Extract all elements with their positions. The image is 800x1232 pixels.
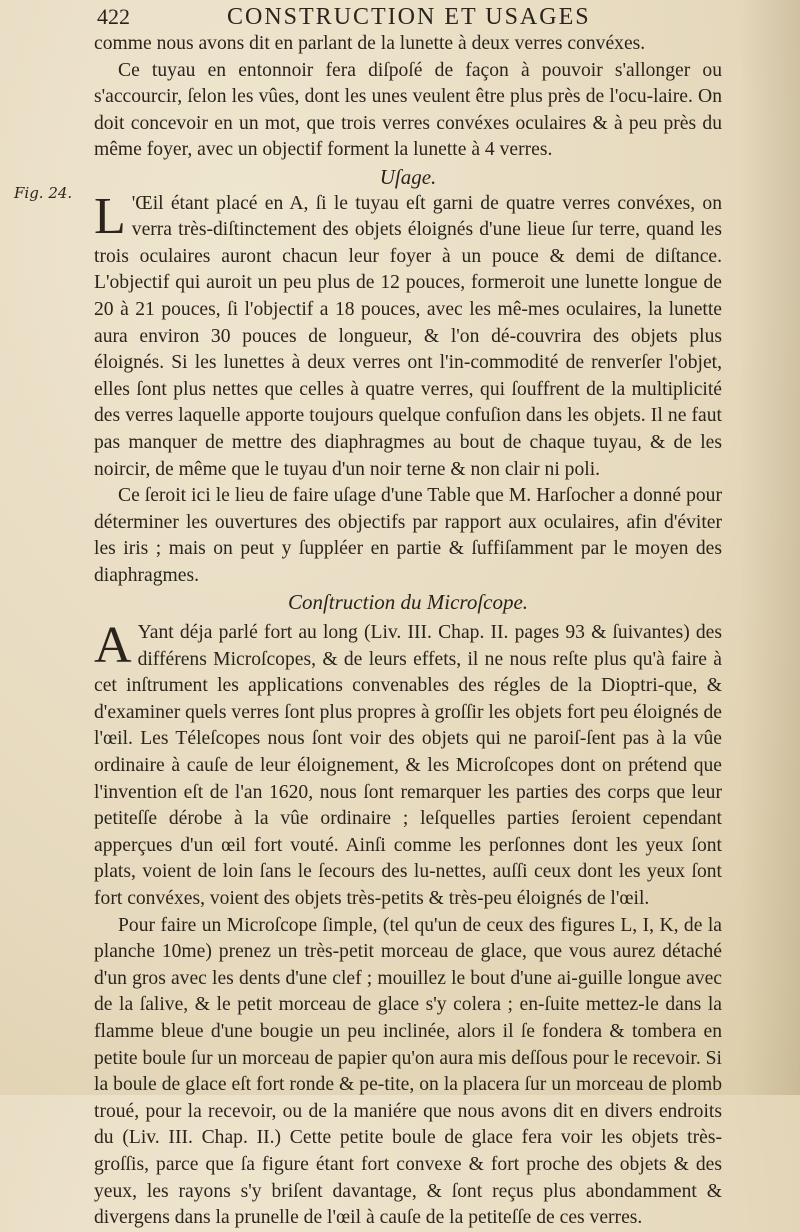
paragraph-usage xyxy=(94,187,722,484)
paragraph: comme nous avons dit en parlant de la lunette à deux verres convéxes. xyxy=(94,33,646,54)
page-edge-shadow xyxy=(740,0,800,1095)
figure-margin-note: Fig. 24. xyxy=(14,184,73,202)
paragraph: Ce ſeroit ici le lieu de faire uſage d'une Table que M. Harſocher a donné pour déterminer les ouvertures des objectifs par rapport aux oculaires, afin d'éviter les iris ; mais on peut y ſuppléer en partie & ſuffiſamment par le moyen des diaphragmes. xyxy=(94,485,722,586)
paragraph-text: Yant déja parlé fort au long (Liv. III. Chap. II. pages 93 & ſuivantes) des différens Microſcopes, & de leurs effets, il ne nous reſte plus qu'à faire à cet inſtrument les applications convenables des régles de la Dioptri-que, & d'examiner quels verres ſont plus propres à groſſir les objets fort peu éloignés de l'œil. Les Téleſcopes nous ſont voir des objets qui ne paroiſ-ſent pas à la vûe ordinaire à cauſe de leur éloignement, & les Microſcopes dont on prétend que l'invention eſt de l'an 1620, nous ſont remarquer les parties des corps que leur petiteſſe dérobe à la vûe ordinaire ; leſquelles parties ſeroient cependant apperçues d'un œil fort vouté. Ainſi comme les perſonnes dont les yeux ſont plats, voient de loin ſans le ſecours des lu-nettes, auſſi ceux dont les yeux ſont fort convéxes, voient des objets très-petits & très-peu éloignés de l'œil. xyxy=(94,622,722,909)
drop-cap: L xyxy=(94,187,126,245)
paragraph: Pour faire un Microſcope ſimple, (tel qu'un de ceux des figures L, I, K, de la planche 10me) prenez un très-petit morceau de glace, que vous aurez détaché d'un gros avec les dents d'une clef ; mouillez le bout d'une ai-guille longue avec de la ſalive, & le petit morceau de glace s'y colera ; en-ſuite mettez-le dans la flamme bleue d'une bougie un peu inclinée, alors il ſe fondera & tombera en petite boule ſur un morceau de papier qu'on aura mis deſſous pour le recevoir. Si la boule de glace eſt fort ronde & pe-tite, on la placera ſur un morceau de plomb troué, pour la recevoir, ou de la maniére que nous avons dit en divers endroits du (Liv. III. Chap. II.) Cette petite boule de glace fera voir les objets très-groſſis, parce que ſa figure étant fort convexe & fort proche des objets & des yeux, les rayons s'y briſent davantage, & ſont reçus plus abondamment & divergens dans la prunelle de l'œil à cauſe de la petiteſſe de ces verres. xyxy=(94,914,722,1229)
body-text xyxy=(94,31,722,1232)
paragraph: Ce tuyau en entonnoir fera diſpoſé de façon à pouvoir s'allonger ou s'accourcir, ſelon les vûes, dont les unes veulent être plus près de l'ocu-laire. On doit concevoir en un mot, que trois verres convéxes oculaires & à peu près du même foyer, avec un objectif forment la lunette à 4 verres. xyxy=(94,59,722,161)
page-number: 422 xyxy=(97,4,130,29)
section-heading-usage: Uſage. xyxy=(379,164,437,189)
paragraph-text: 'Œil étant placé en A, ſi le tuyau eſt garni de quatre verres convéxes, on verra très-diſtinctement des objets éloignés d'une lieue ſur terre, quand les trois oculaires auront chacun leur foyer à un pouce & demi de diſtance. L'objectif qui auroit un peu plus de 12 pouces, formeroit une lunette longue de 20 à 21 pouces, ſi l'objectif a 18 pouces, avec les mê-mes oculaires, la lunette aura environ 30 pouces de longueur, & l'on dé-couvrira des objets plus éloignés. Si les lunettes à deux verres ont l'in-commodité de renverſer l'objet, elles ſont plus nettes que celles à quatre verres, qui ſouffrent de la multiplicité des verres laquelle apporte toujours quelque confuſion dans les objets. Il ne faut pas manquer de mettre des diaphragmes au bout de chaque tuyau, & de les noircir, de même que le tuyau d'un noir terne & non clair ni poli. xyxy=(94,192,722,480)
running-title: CONSTRUCTION ET USAGES xyxy=(227,4,591,30)
drop-cap: A xyxy=(94,617,132,675)
paragraph-construction xyxy=(94,617,722,913)
section-heading-construction: Conſtruction du Microſcope. xyxy=(287,590,529,615)
running-head xyxy=(97,4,737,34)
